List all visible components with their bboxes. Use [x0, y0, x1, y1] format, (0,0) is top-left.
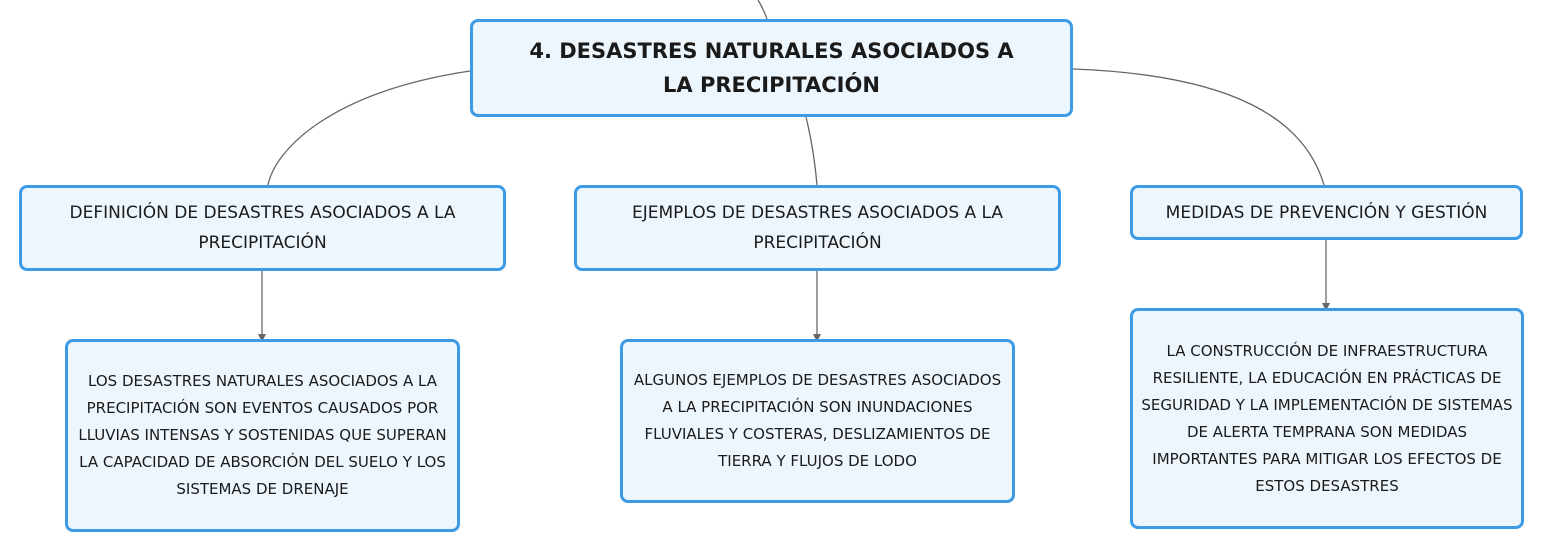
examples-detail-node[interactable] — [620, 339, 1015, 503]
connector-root-to-examples — [806, 117, 817, 185]
measures-detail-text: LA CONSTRUCCIÓN DE INFRAESTRUCTURA RESILIENTE, LA EDUCACIÓN EN PRÁCTICAS DE SEGURIDAD Y LA IMPLEMENTACIÓN DE SISTEMAS DE ALERTA TEMPRANA SON MEDIDAS IMPORTANTES PARA MITIGAR LOS EFECTOS DE ESTOS DESASTRES — [1141, 341, 1513, 495]
root-topic-node[interactable] — [470, 19, 1073, 117]
definition-topic-label: DEFINICIÓN DE DESASTRES ASOCIADOS A LA PRECIPITACIÓN — [69, 203, 456, 253]
connector-root-to-definition — [268, 71, 470, 185]
root-topic-label: 4. DESASTRES NATURALES ASOCIADOS A LA PRECIPITACIÓN — [529, 39, 1014, 97]
connector-root-to-measures — [1073, 69, 1324, 185]
definition-detail-node[interactable] — [65, 339, 460, 532]
measures-topic-label: MEDIDAS DE PREVENCIÓN Y GESTIÓN — [1165, 202, 1488, 223]
connector-parent-to-root — [758, 0, 767, 19]
definition-topic-node[interactable] — [19, 185, 506, 271]
measures-topic-node[interactable] — [1130, 185, 1523, 240]
examples-topic-label: EJEMPLOS DE DESASTRES ASOCIADOS A LA PRECIPITACIÓN — [631, 203, 1004, 253]
measures-detail-node[interactable] — [1130, 308, 1524, 529]
examples-topic-node[interactable] — [574, 185, 1061, 271]
examples-detail-text: ALGUNOS EJEMPLOS DE DESASTRES ASOCIADOS A LA PRECIPITACIÓN SON INUNDACIONES FLUVIALES Y COSTERAS, DESLIZAMIENTOS DE TIERRA Y FLUJOS DE LODO — [633, 371, 1002, 470]
definition-detail-text: LOS DESASTRES NATURALES ASOCIADOS A LA PRECIPITACIÓN SON EVENTOS CAUSADOS POR LLUVIAS INTENSAS Y SOSTENIDAS QUE SUPERAN LA CAPACIDAD DE ABSORCIÓN DEL SUELO Y LOS SISTEMAS DE DRENAJE — [78, 372, 447, 498]
